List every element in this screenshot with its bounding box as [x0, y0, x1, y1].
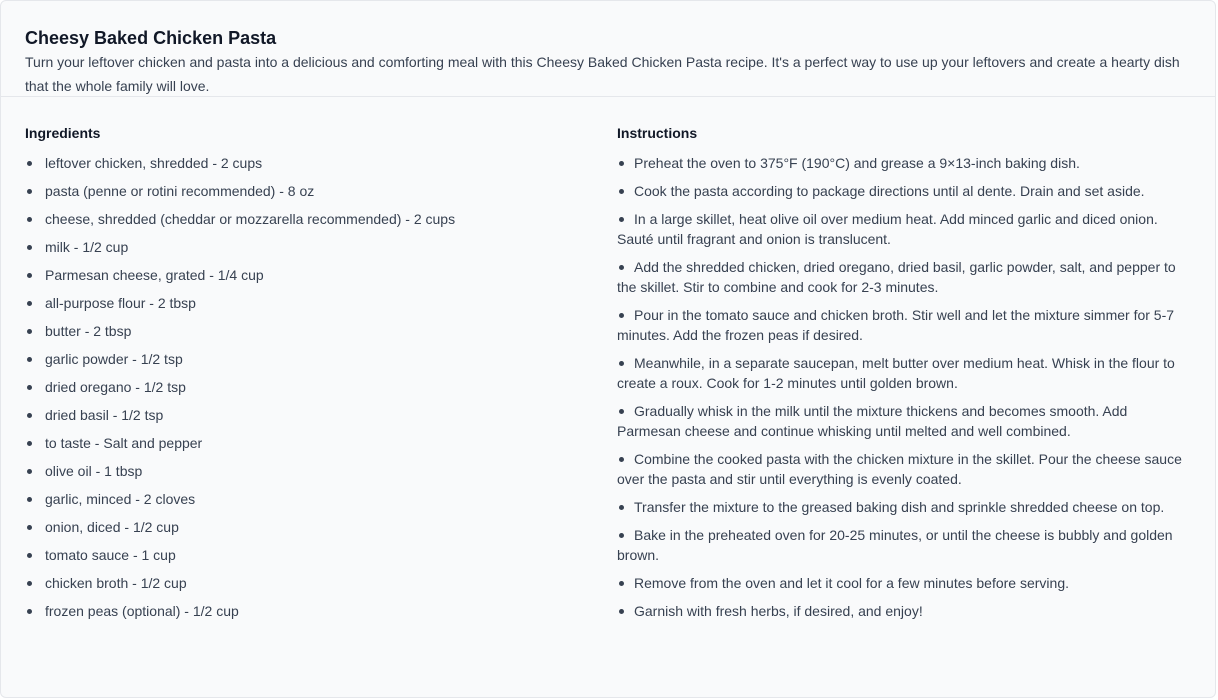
bullet-icon	[619, 533, 624, 538]
ingredient-item: dried oregano - 1/2 tsp	[25, 377, 585, 397]
bullet-icon	[619, 581, 624, 586]
recipe-content	[1, 97, 1215, 673]
ingredient-item: butter - 2 tbsp	[25, 321, 585, 341]
recipe-header	[1, 1, 1215, 97]
instructions-list	[617, 153, 1193, 621]
bullet-icon	[619, 161, 624, 166]
instruction-text: Preheat the oven to 375°F (190°C) and grease a 9×13-inch baking dish.	[634, 155, 1080, 171]
instruction-step	[617, 525, 1193, 565]
instructions-heading: Instructions	[617, 125, 698, 141]
ingredient-item: milk - 1/2 cup	[25, 237, 585, 257]
instruction-text: Meanwhile, in a separate saucepan, melt butter over medium heat. Whisk in the flour to create a roux. Cook for 1-2 minutes until golden brown.	[617, 355, 1175, 391]
ingredients-heading: Ingredients	[25, 125, 101, 141]
instruction-text: Remove from the oven and let it cool for a few minutes before serving.	[634, 575, 1069, 591]
instruction-text: Combine the cooked pasta with the chicken mixture in the skillet. Pour the cheese sauce over the pasta and stir until everything is evenly coated.	[617, 451, 1182, 487]
instruction-step	[617, 573, 1193, 593]
instruction-text: Bake in the preheated oven for 20-25 minutes, or until the cheese is bubbly and golden brown.	[617, 527, 1173, 563]
bullet-icon	[619, 457, 624, 462]
recipe-title: Cheesy Baked Chicken Pasta	[25, 28, 277, 48]
instruction-text: In a large skillet, heat olive oil over medium heat. Add minced garlic and diced onion. Sauté until fragrant and onion is translucent.	[617, 211, 1158, 247]
ingredient-item: leftover chicken, shredded - 2 cups	[25, 153, 585, 173]
bullet-icon	[619, 313, 624, 318]
ingredient-item: pasta (penne or rotini recommended) - 8 oz	[25, 181, 585, 201]
bullet-icon	[619, 409, 624, 414]
instruction-step	[617, 401, 1193, 441]
instruction-step	[617, 209, 1193, 249]
recipe-description: Turn your leftover chicken and pasta into a delicious and comforting meal with this Cheesy Baked Chicken Pasta recipe. It's a perfect way to use up your leftovers and create a hearty dish that the whole family will love.	[25, 54, 1180, 94]
ingredient-item: chicken broth - 1/2 cup	[25, 573, 585, 593]
ingredient-item: to taste - Salt and pepper	[25, 433, 585, 453]
instruction-step	[617, 353, 1193, 393]
instruction-text: Garnish with fresh herbs, if desired, and enjoy!	[634, 603, 923, 619]
instruction-text: Cook the pasta according to package directions until al dente. Drain and set aside.	[634, 183, 1145, 199]
instruction-step	[617, 153, 1193, 173]
instruction-text: Pour in the tomato sauce and chicken broth. Stir well and let the mixture simmer for 5-7 minutes. Add the frozen peas if desired.	[617, 307, 1175, 343]
bullet-icon	[619, 265, 624, 270]
instruction-text: Gradually whisk in the milk until the mixture thickens and becomes smooth. Add Parmesan cheese and continue whisking until melted and well combined.	[617, 403, 1128, 439]
instruction-text: Add the shredded chicken, dried oregano, dried basil, garlic powder, salt, and pepper to the skillet. Stir to combine and cook for 2-3 minutes.	[617, 259, 1176, 295]
ingredient-item: dried basil - 1/2 tsp	[25, 405, 585, 425]
ingredient-item: olive oil - 1 tbsp	[25, 461, 585, 481]
ingredient-item: cheese, shredded (cheddar or mozzarella recommended) - 2 cups	[25, 209, 585, 229]
instruction-step	[617, 181, 1193, 201]
instruction-step	[617, 449, 1193, 489]
ingredient-item: tomato sauce - 1 cup	[25, 545, 585, 565]
bullet-icon	[619, 361, 624, 366]
ingredient-item: onion, diced - 1/2 cup	[25, 517, 585, 537]
instruction-step	[617, 601, 1193, 621]
instruction-text: Transfer the mixture to the greased baking dish and sprinkle shredded cheese on top.	[634, 499, 1165, 515]
bullet-icon	[619, 217, 624, 222]
bullet-icon	[619, 505, 624, 510]
ingredient-item: all-purpose flour - 2 tbsp	[25, 293, 585, 313]
instructions-section	[617, 123, 1193, 629]
ingredients-section	[25, 123, 585, 629]
instruction-step	[617, 257, 1193, 297]
ingredient-item: garlic powder - 1/2 tsp	[25, 349, 585, 369]
instruction-step	[617, 305, 1193, 345]
ingredient-item: garlic, minced - 2 cloves	[25, 489, 585, 509]
bullet-icon	[619, 189, 624, 194]
instruction-step	[617, 497, 1193, 517]
bullet-icon	[619, 609, 624, 614]
ingredients-list	[25, 153, 585, 621]
ingredient-item: Parmesan cheese, grated - 1/4 cup	[25, 265, 585, 285]
ingredient-item: frozen peas (optional) - 1/2 cup	[25, 601, 585, 621]
